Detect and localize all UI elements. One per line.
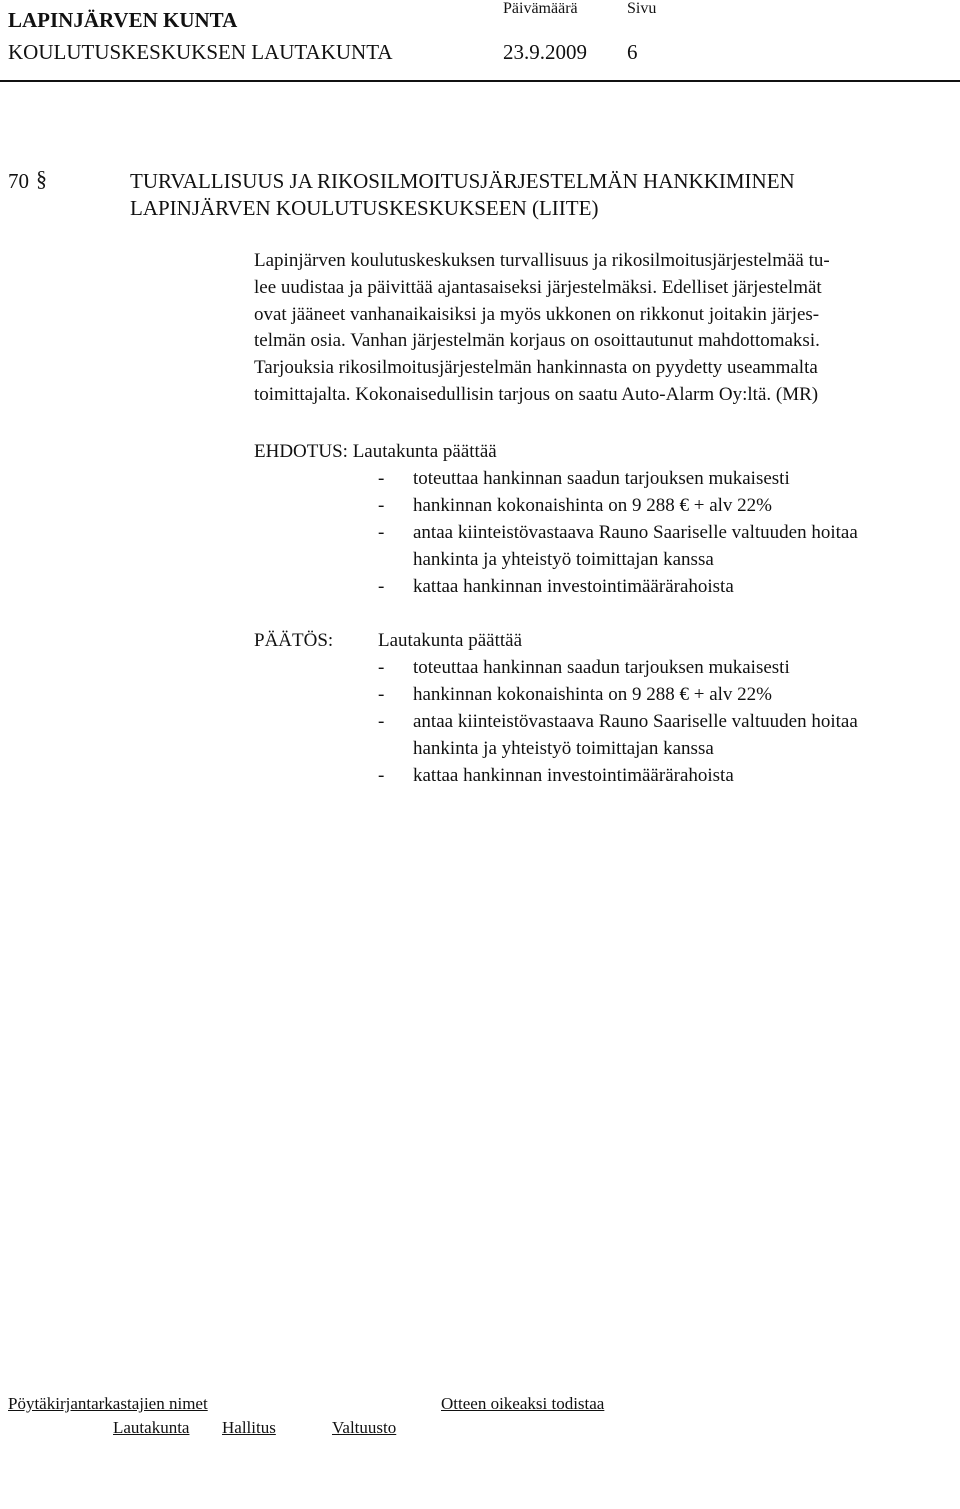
proposal-item-dash: - bbox=[378, 495, 385, 516]
header-divider bbox=[0, 80, 960, 82]
organization-name: LAPINJÄRVEN KUNTA bbox=[8, 8, 238, 32]
proposal-item: toteuttaa hankinnan saadun tarjouksen mukaisesti bbox=[413, 468, 790, 489]
footer-recipient-hallitus: Hallitus bbox=[222, 1418, 276, 1437]
committee-name: KOULUTUSKESKUKSEN LAUTAKUNTA bbox=[8, 40, 393, 64]
decision-item-dash: - bbox=[378, 684, 385, 705]
decision-item: kattaa hankinnan investointimäärärahoista bbox=[413, 765, 734, 786]
decision-item: hankinnan kokonaishinta on 9 288 € + alv 22% bbox=[413, 684, 772, 705]
body-paragraph bbox=[254, 248, 954, 409]
decision-label: PÄÄTÖS: bbox=[254, 630, 334, 651]
proposal-heading: EHDOTUS: Lautakunta päättää bbox=[254, 441, 497, 462]
paragraph-line: toimittajalta. Kokonaisedullisin tarjous on saatu Auto-Alarm Oy:ltä. (MR) bbox=[254, 383, 819, 405]
section-title-line2: LAPINJÄRVEN KOULUTUSKESKUKSEEN (LIITE) bbox=[130, 196, 599, 220]
paragraph-line: ovat jääneet vanhanaikaisiksi ja myös ukkonen on rikkonut joitakin järjes- bbox=[254, 303, 820, 325]
footer-recipient-lautakunta: Lautakunta bbox=[113, 1418, 190, 1437]
proposal-item-dash: - bbox=[378, 522, 385, 543]
date-value: 23.9.2009 bbox=[503, 40, 587, 64]
decision-item-dash: - bbox=[378, 765, 385, 786]
decision-item-continued: hankinta ja yhteistyö toimittajan kanssa bbox=[413, 738, 714, 759]
decision-item: antaa kiinteistövastaava Rauno Saariselle valtuuden hoitaa bbox=[413, 711, 858, 732]
paragraph-line: Tarjouksia rikosilmoitusjärjestelmän hankinnasta on pyydetty useammalta bbox=[254, 357, 818, 379]
footer-checkers-label: Pöytäkirjantarkastajien nimet bbox=[8, 1394, 208, 1413]
proposal-item-dash: - bbox=[378, 468, 385, 489]
proposal-item-continued: hankinta ja yhteistyö toimittajan kanssa bbox=[413, 549, 714, 570]
decision-item: toteuttaa hankinnan saadun tarjouksen mukaisesti bbox=[413, 657, 790, 678]
proposal-item: antaa kiinteistövastaava Rauno Saariselle valtuuden hoitaa bbox=[413, 522, 858, 543]
decision-heading: Lautakunta päättää bbox=[378, 630, 523, 651]
paragraph-line: lee uudistaa ja päivittää ajantasaiseksi järjestelmäksi. Edelliset järjestelmät bbox=[254, 276, 822, 298]
section-title-line1: TURVALLISUUS JA RIKOSILMOITUSJÄRJESTELMÄN HANKKIMINEN bbox=[130, 169, 795, 193]
proposal-item: hankinnan kokonaishinta on 9 288 € + alv 22% bbox=[413, 495, 772, 516]
decision-item-dash: - bbox=[378, 657, 385, 678]
section-number: 70 bbox=[8, 169, 29, 193]
page-number: 6 bbox=[627, 40, 638, 64]
paragraph-line: telmän osia. Vanhan järjestelmän korjaus on osoittautunut mahdottomaksi. bbox=[254, 330, 820, 352]
proposal-item: kattaa hankinnan investointimäärärahoista bbox=[413, 576, 734, 597]
page-label: Sivu bbox=[627, 0, 657, 17]
paragraph-line: Lapinjärven koulutuskeskuksen turvallisuus ja rikosilmoitusjärjestelmää tu- bbox=[254, 250, 830, 271]
footer-certified-label: Otteen oikeaksi todistaa bbox=[441, 1394, 605, 1413]
footer-recipient-valtuusto: Valtuusto bbox=[332, 1418, 397, 1437]
proposal-item-dash: - bbox=[378, 576, 385, 597]
date-label: Päivämäärä bbox=[503, 0, 578, 17]
section-mark: § bbox=[36, 166, 47, 191]
decision-item-dash: - bbox=[378, 711, 385, 732]
